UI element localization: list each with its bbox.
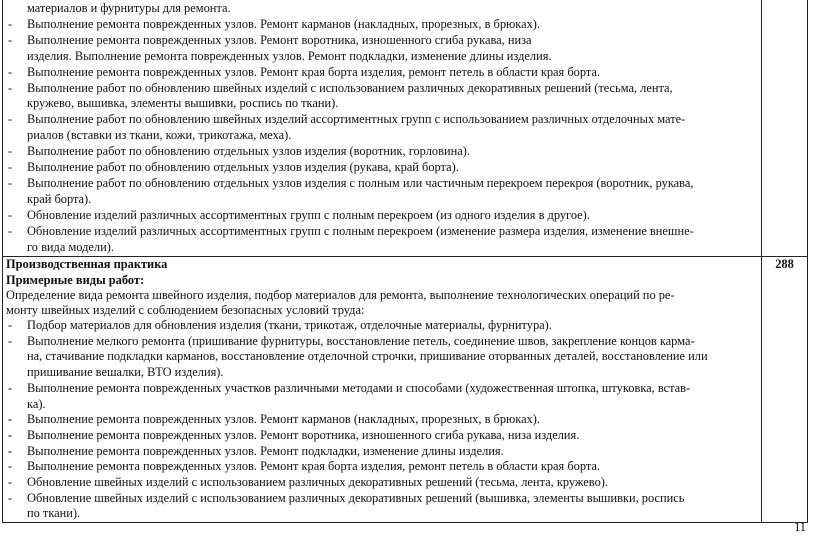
list-item: Выполнение работ по обновлению отдельных узлов изделия (воротник, горловина). xyxy=(27,144,470,159)
list-item: Выполнение мелкого ремонта (пришивание фурнитуры, восстановление петель, соединение швов, закрепление концов карма- xyxy=(27,333,695,348)
list-item: по ткани). xyxy=(27,506,81,521)
list-dash: - xyxy=(8,490,13,505)
list-item: край борта). xyxy=(27,191,92,206)
list-item: Выполнение работ по обновлению отдельных узлов изделия с полным или частичным перекроем перекроя (воротник, рукава, xyxy=(27,175,694,190)
list-item: изделия. Выполнение ремонта поврежденных узлов. Ремонт подкладки, изменение длины изделия. xyxy=(27,48,552,63)
list-item: Обновление швейных изделий с использованием различных декоративных решений (вышивка, элементы вышивки, роспись xyxy=(27,490,685,505)
list-dash: - xyxy=(8,412,13,427)
hours-value: 288 xyxy=(775,257,794,271)
table-right-border xyxy=(807,0,808,523)
list-item: Выполнение работ по обновлению швейных изделий с использованием различных декоративных решений (тесьма, лента, xyxy=(27,80,673,95)
page-number: 11 xyxy=(794,520,806,534)
list-dash: - xyxy=(8,333,13,348)
list-dash: - xyxy=(8,112,13,127)
list-item: материалов и фурнитуры для ремонта. xyxy=(27,1,231,15)
list-item: Выполнение ремонта поврежденных узлов. Ремонт карманов (накладных, прорезных, в брюках). xyxy=(27,412,541,427)
list-dash: - xyxy=(8,475,13,489)
list-item: Выполнение ремонта поврежденных участков различными методами и способами (художественная штопка, штуковка, встав- xyxy=(27,380,691,395)
list-item: Выполнение ремонта поврежденных узлов. Ремонт подкладки, изменение длины изделия. xyxy=(27,443,504,458)
list-item: Выполнение ремонта поврежденных узлов. Ремонт края борта изделия, ремонт петель в области края борта. xyxy=(27,459,601,474)
section-heading: Производственная практика xyxy=(6,257,168,271)
intro-line-1: Определение вида ремонта швейного изделия, подбор материалов для ремонта, выполнение технологических операций по ре- xyxy=(6,288,675,302)
list-dash: - xyxy=(8,427,13,442)
list-dash: - xyxy=(8,64,13,79)
list-item: Выполнение ремонта поврежденных узлов. Ремонт воротника, изношенного сгиба рукава, низа xyxy=(27,32,532,47)
list-item: кружево, вышивка, элементы вышивки, роспись по ткани). xyxy=(27,96,339,111)
list-dash: - xyxy=(8,443,13,458)
list-item: на, стачивание подкладки карманов, восстановление отделочной строчки, пришивание оторванных деталей, восстановление или xyxy=(27,349,708,364)
list-dash: - xyxy=(8,318,13,332)
list-dash: - xyxy=(8,32,13,47)
list-item: Выполнение ремонта поврежденных узлов. Ремонт карманов (накладных, прорезных, в брюках). xyxy=(27,16,541,31)
list-item: Обновление изделий различных ассортиментных групп с полным перекроем (из одного изделия в другое). xyxy=(27,207,590,222)
list-dash: - xyxy=(8,160,13,174)
list-item: Выполнение работ по обновлению швейных изделий ассортиментных групп с использованием различных отделочных мате- xyxy=(27,112,686,127)
list-item: ка). xyxy=(27,396,46,411)
list-item: Выполнение ремонта поврежденных узлов. Ремонт воротника, изношенного сгиба рукава, низа изделия. xyxy=(27,427,580,442)
list-item: Подбор материалов для обновления изделия (ткани, трикотаж, отделочные материалы, фурнитура). xyxy=(27,318,552,332)
intro-line-2: монту швейных изделий с соблюдением безопасных условий труда: xyxy=(6,303,365,317)
table-left-border xyxy=(2,0,3,523)
list-dash: - xyxy=(8,223,13,238)
list-dash: - xyxy=(8,459,13,474)
list-dash: - xyxy=(8,144,13,159)
list-dash: - xyxy=(8,80,13,95)
list-dash: - xyxy=(8,380,13,395)
list-item: пришивание вешалки, ВТО изделия). xyxy=(27,365,224,380)
list-item: го вида модели). xyxy=(27,239,114,254)
list-item: риалов (вставки из ткани, кожи, трикотажа, меха). xyxy=(27,128,292,143)
list-dash: - xyxy=(8,16,13,31)
list-dash: - xyxy=(8,207,13,222)
list-dash: - xyxy=(8,175,13,190)
list-item: Обновление швейных изделий с использованием различных декоративных решений (тесьма, лента, кружево). xyxy=(27,475,608,489)
list-item: Выполнение работ по обновлению отдельных узлов изделия (рукава, край борта). xyxy=(27,160,459,174)
list-item: Обновление изделий различных ассортиментных групп с полным перекроем (изменение размера изделия, изменение внешне- xyxy=(27,223,694,238)
section-subheading: Примерные виды работ: xyxy=(6,273,145,287)
table-bottom-border xyxy=(2,522,808,523)
list-item: Выполнение ремонта поврежденных узлов. Ремонт края борта изделия, ремонт петель в области края борта. xyxy=(27,64,601,79)
